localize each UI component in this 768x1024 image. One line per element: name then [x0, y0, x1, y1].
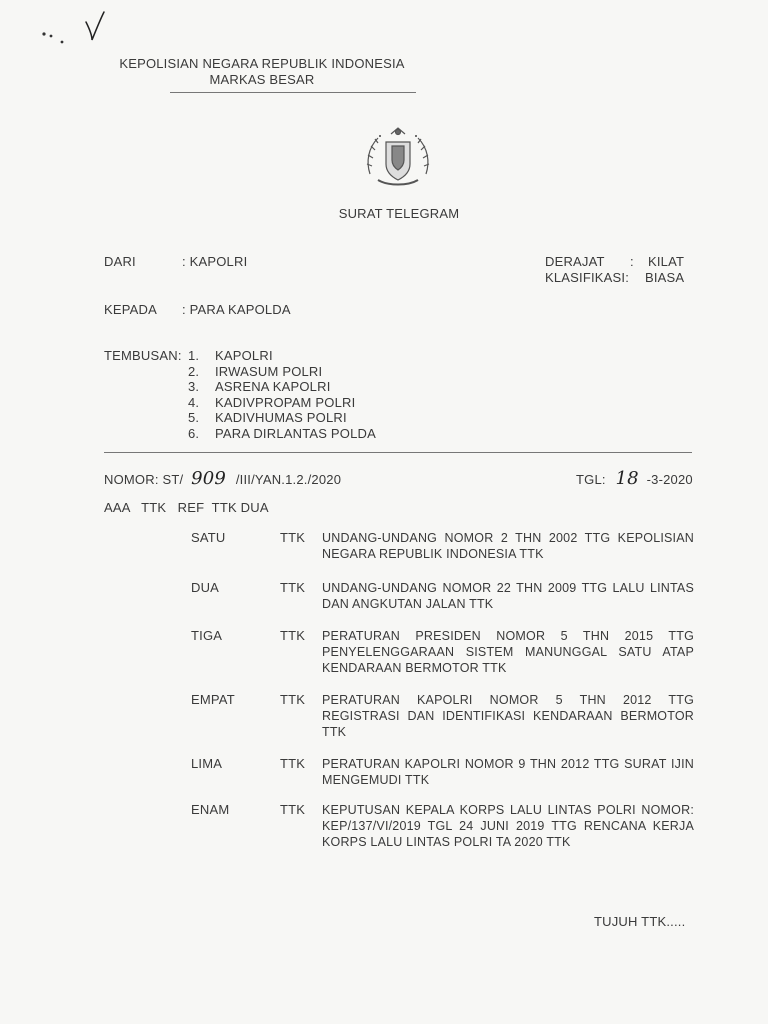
cc-item-text: KADIVHUMAS POLRI: [215, 410, 347, 425]
reference-text: KEPUTUSAN KEPALA KORPS LALU LINTAS POLRI NOMOR: KEP/137/VI/2019 TGL 24 JUNI 2019 TTG RENCANA KERJA KORPS LALU LINTAS POLRI TA 2020 TTK: [322, 803, 694, 849]
to-label: KEPADA: [104, 302, 157, 317]
reference-number: SATU: [191, 530, 226, 545]
cc-item-text: KADIVPROPAM POLRI: [215, 394, 356, 410]
list-item: [188, 379, 376, 395]
list-item: [188, 410, 376, 426]
date-suffix: -3-2020: [646, 472, 693, 487]
reference-number: LIMA: [191, 756, 223, 771]
date-prefix: TGL:: [576, 472, 606, 487]
reference-text: PERATURAN KAPOLRI NOMOR 9 THN 2012 TTG SURAT IJIN MENGEMUDI TTK: [322, 757, 694, 787]
number-suffix: /III/YAN.1.2./2020: [235, 472, 342, 487]
cc-item-text: PARA DIRLANTAS POLDA: [215, 425, 377, 441]
reference-text: PERATURAN KAPOLRI NOMOR 5 THN 2012 TTG REGISTRASI DAN IDENTIFIKASI KENDARAAN BERMOTOR TTK: [322, 693, 694, 739]
degree-label: DERAJAT: [545, 254, 605, 269]
cc-list: [188, 348, 376, 441]
header-org-line2: MARKAS BESAR: [209, 72, 315, 87]
reference-ttk: TTK: [280, 692, 306, 707]
reference-number: DUA: [191, 580, 220, 595]
reference-ttk: TTK: [280, 530, 306, 545]
number-line: [104, 468, 341, 489]
cc-item-number: 5.: [188, 410, 200, 425]
cc-item-text: ASRENA KAPOLRI: [215, 379, 331, 394]
document-title: SURAT TELEGRAM: [338, 206, 460, 221]
continuation-text: TUJUH TTK.....: [594, 914, 686, 929]
header-org-line1: KEPOLISIAN NEGARA REPUBLIK INDONESIA: [119, 56, 405, 71]
cc-item-text: IRWASUM POLRI: [215, 363, 323, 379]
reference-ttk: TTK: [280, 756, 306, 771]
handwritten-checkmark-icon: [38, 10, 108, 46]
reference-text: UNDANG-UNDANG NOMOR 2 THN 2002 TTG KEPOLISIAN NEGARA REPUBLIK INDONESIA TTK: [322, 531, 694, 561]
reference-number: TIGA: [191, 628, 223, 643]
header-organization: [104, 56, 420, 88]
date-line: [576, 468, 693, 489]
degree-separator: :: [630, 254, 634, 269]
list-item: [188, 395, 376, 411]
police-emblem-icon: [358, 122, 438, 192]
number-prefix: NOMOR: ST/: [104, 472, 184, 487]
reference-number: EMPAT: [191, 692, 235, 707]
cc-item-text: KAPOLRI: [215, 348, 273, 363]
cc-label: TEMBUSAN:: [104, 348, 182, 363]
section-divider: [104, 452, 692, 453]
list-item: [188, 426, 376, 442]
degree-value: KILAT: [648, 254, 685, 269]
reference-text: UNDANG-UNDANG NOMOR 22 THN 2009 TTG LALU LINTAS DAN ANGKUTAN JALAN TTK: [322, 581, 694, 611]
cc-item-number: 2.: [188, 363, 200, 379]
cc-item-number: 4.: [188, 394, 200, 410]
list-item: [188, 364, 376, 380]
cc-item-number: 6.: [188, 425, 200, 441]
list-item: [188, 348, 376, 364]
classification-label: KLASIFIKASI:: [545, 270, 630, 285]
classification-value: BIASA: [645, 270, 685, 285]
reference-number: ENAM: [191, 802, 230, 817]
cc-item-number: 3.: [188, 379, 200, 394]
header-divider: [170, 92, 416, 93]
number-handwritten: 909: [191, 468, 227, 489]
reference-ttk: TTK: [280, 802, 306, 817]
reference-ttk: TTK: [280, 628, 306, 643]
from-value: : KAPOLRI: [182, 254, 248, 269]
date-handwritten: 18: [615, 468, 639, 489]
cc-item-number: 1.: [188, 348, 200, 363]
reference-ttk: TTK: [280, 580, 306, 595]
aaa-reference-line: AAA TTK REF TTK DUA: [104, 500, 269, 515]
reference-text: PERATURAN PRESIDEN NOMOR 5 THN 2015 TTG PENYELENGGARAAN SISTEM MANUNGGAL SATU ATAP KENDARAAN BERMOTOR TTK: [322, 629, 694, 675]
to-value: : PARA KAPOLDA: [182, 302, 291, 317]
from-label: DARI: [104, 254, 136, 269]
